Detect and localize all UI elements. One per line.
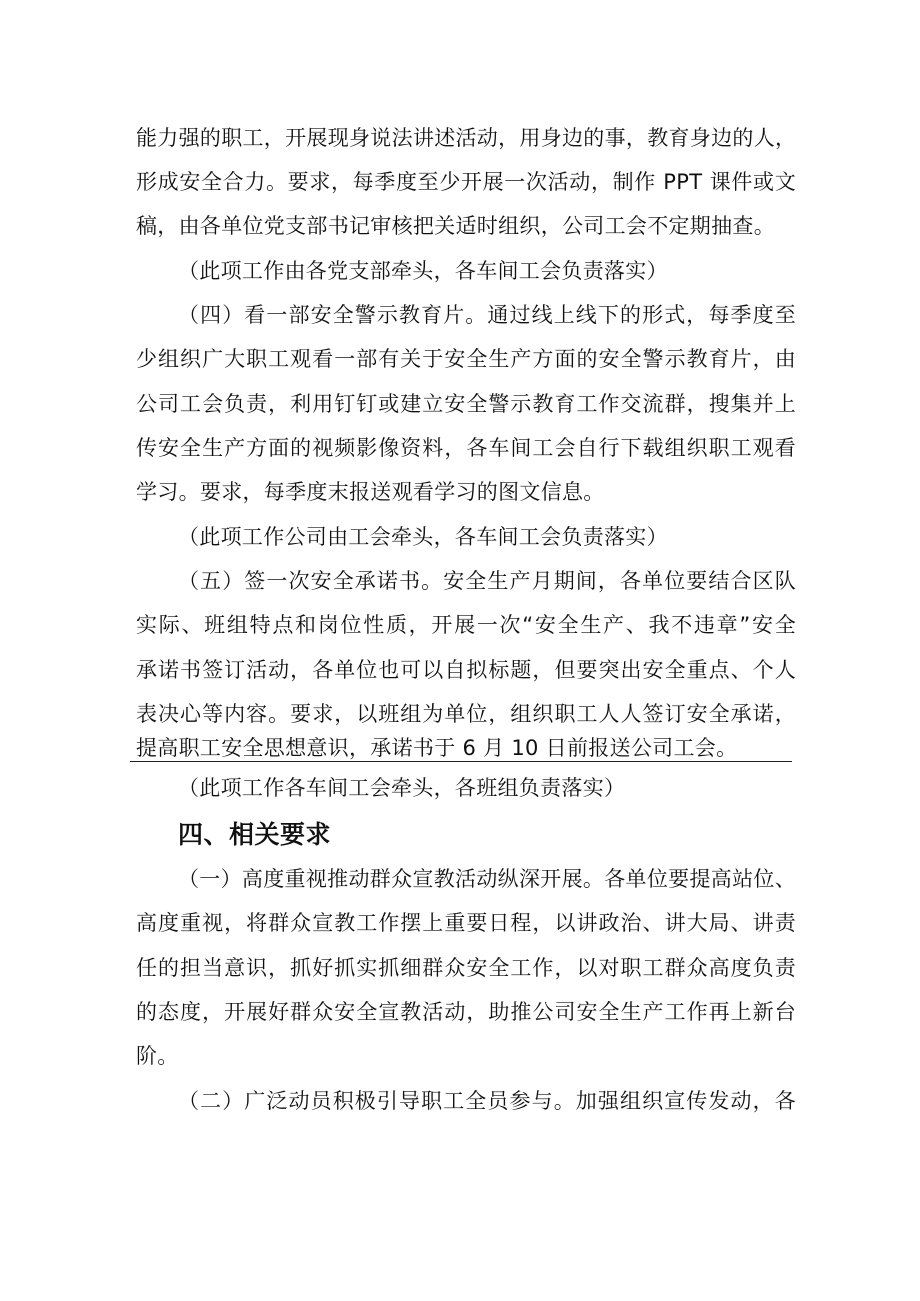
body-text-line: 高度重视，将群众宣教工作摆上重要日程，以讲政治、讲大局、讲责 (136, 911, 796, 935)
section-heading: 四、相关要求 (178, 820, 332, 849)
body-text-line: 阶。 (136, 1044, 179, 1068)
responsibility-note: （此项工作公司由工会牵头，各车间工会负责落实） (178, 525, 668, 549)
body-text-line: 学习。要求，每季度末报送观看学习的图文信息。 (136, 480, 605, 504)
body-text-line: 实际、班组特点和岗位性质，开展一次“安全生产、我不违章”安全 (136, 613, 796, 637)
body-text-line: 稿，由各单位党支部书记审核把关适时组织，公司工会不定期抽查。 (136, 214, 775, 238)
horizontal-rule (130, 761, 792, 762)
body-text-line: 少组织广大职工观看一部有关于安全生产方面的安全警示教育片，由 (136, 347, 796, 371)
body-text-line: 公司工会负责，利用钉钉或建立安全警示教育工作交流群，搜集并上 (136, 392, 796, 416)
body-text-line: 表决心等内容。要求，以班组为单位，组织职工人人签订安全承诺， (136, 702, 796, 726)
body-text-line: 任的担当意识，抓好抓实抓细群众安全工作，以对职工群众高度负责 (136, 956, 796, 980)
body-text-line: 的态度，开展好群众安全宣教活动，助推公司安全生产工作再上新台 (136, 1000, 796, 1024)
responsibility-note: （此项工作各车间工会牵头，各班组负责落实） (178, 776, 626, 800)
responsibility-note: （此项工作由各党支部牵头，各车间工会负责落实） (178, 259, 668, 283)
body-text-line: 能力强的职工，开展现身说法讲述活动，用身边的事，教育身边的人， (136, 126, 797, 150)
body-text-line: 提高职工安全思想意识，承诺书于 6 月 10 日前报送公司工会。 (136, 736, 738, 760)
body-text-line: （二）广泛动员积极引导职工全员参与。加强组织宣传发动，各 (178, 1089, 796, 1113)
body-text-line: （四）看一部安全警示教育片。通过线上线下的形式，每季度至 (178, 303, 796, 327)
body-text-line: 形成安全合力。要求，每季度至少开展一次活动，制作 PPT 课件或文 (136, 170, 796, 194)
body-text-line: （一）高度重视推动群众宣教活动纵深开展。各单位要提高站位、 (178, 867, 796, 891)
body-text-line: 传安全生产方面的视频影像资料，各车间工会自行下载组织职工观看 (136, 436, 796, 460)
body-text-line: 承诺书签订活动，各单位也可以自拟标题，但要突出安全重点、个人 (136, 658, 796, 682)
body-text-line: （五）签一次安全承诺书。安全生产月期间，各单位要结合区队 (178, 569, 796, 593)
